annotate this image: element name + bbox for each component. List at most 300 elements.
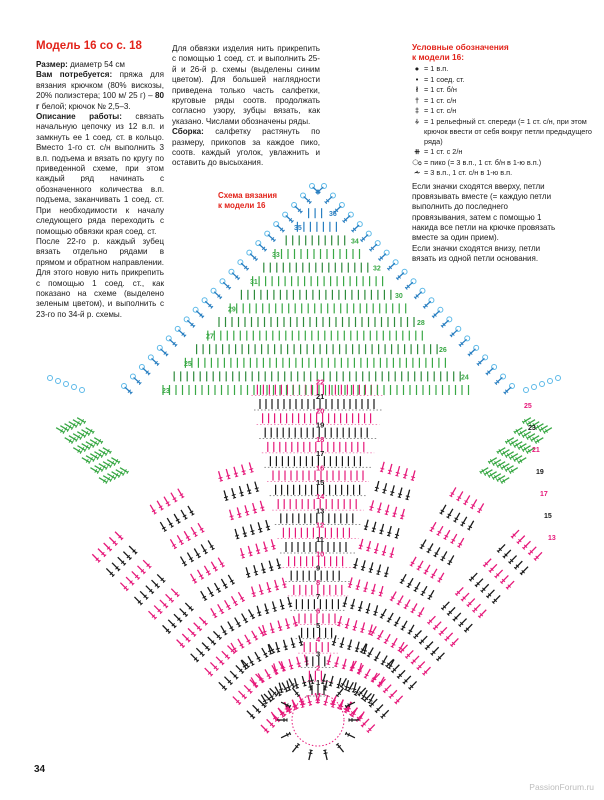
row-number: 25 [524, 403, 532, 410]
stitch-top [387, 535, 390, 536]
stitch-top [311, 683, 314, 684]
stitch-crossbar [364, 588, 368, 589]
stitch-mark [181, 557, 186, 566]
stitch-mark [395, 617, 400, 626]
stitch-crossbar [387, 532, 391, 533]
stitch-top [289, 732, 290, 735]
stitch-mark [226, 469, 229, 479]
single-crochet-icon: ł [415, 85, 419, 95]
picot-mark [540, 382, 545, 387]
stitch-crossbar [342, 665, 346, 666]
stitch-top [389, 557, 392, 558]
stitch-mark [56, 428, 64, 433]
stitch-mark [378, 630, 383, 639]
stitch-mark [112, 472, 120, 477]
stitch-mark [288, 597, 291, 607]
stitch-top [264, 634, 267, 635]
stitch-mark [181, 510, 186, 519]
stitch-mark [445, 530, 450, 539]
stitch-top [303, 685, 306, 686]
stitch-crossbar [345, 686, 349, 687]
double-crochet-icon: † [414, 95, 420, 105]
stitch-top [392, 516, 395, 517]
stitch-mark [355, 558, 358, 568]
slip-stitch-icon: • [415, 74, 419, 84]
stitch-top [220, 480, 223, 481]
stitch-top [241, 495, 244, 496]
stitch-mark [346, 733, 355, 737]
stitch-top [225, 500, 228, 501]
materials-amount: 80 г [36, 91, 165, 111]
stitch-mark [277, 559, 280, 569]
stitch-top [345, 732, 346, 735]
stitch-mark [330, 676, 333, 686]
row-number: 19 [536, 469, 544, 476]
stitch-mark [411, 557, 416, 566]
stitch-top [364, 529, 367, 530]
stitch-mark [448, 509, 453, 518]
stitch-mark [150, 505, 155, 514]
stitch-crossbar [254, 571, 258, 572]
stitch-mark [381, 462, 384, 472]
stitch-mark [271, 539, 274, 549]
stitch-mark [249, 462, 252, 472]
stitch-mark [256, 544, 259, 554]
stitch-mark [378, 565, 381, 575]
stitch-top [280, 692, 283, 693]
stitch-top [284, 587, 287, 588]
stitch-top [256, 491, 259, 492]
stitch-mark [107, 460, 115, 465]
stitch-mark [65, 438, 73, 443]
stitch-top [310, 750, 313, 751]
stitch-mark [472, 499, 477, 508]
row-number: 13 [316, 506, 325, 516]
stitch-mark [391, 547, 394, 557]
stitch-crossbar [219, 477, 223, 478]
row-number: 30 [395, 292, 403, 300]
stitch-mark [325, 750, 327, 760]
stitch-mark [384, 483, 387, 493]
stitch-mark [237, 507, 240, 517]
legend-title-line2: к модели 16: [412, 52, 464, 63]
stitch-top [344, 689, 347, 690]
stitch-mark [187, 553, 192, 562]
double-crochet-alt-icon: ‡ [414, 106, 420, 116]
row-number: 29 [228, 306, 236, 314]
stitch-mark [77, 432, 85, 437]
stitch-top [353, 629, 356, 630]
row-number: 3 [316, 649, 321, 659]
stitch-mark [241, 548, 244, 558]
stitch-crossbar [370, 507, 374, 508]
stitch-mark [82, 458, 90, 463]
stitch-crossbar [372, 528, 376, 529]
stitch-mark [215, 583, 220, 592]
stitch-mark [252, 631, 257, 640]
stitch-crossbar [322, 680, 326, 681]
row-number: 36 [329, 211, 337, 219]
stitch-top [277, 651, 280, 652]
stitch-top [296, 687, 299, 688]
stitch-crossbar [241, 554, 245, 555]
stitch-top [353, 567, 356, 568]
stitch-top [253, 596, 256, 597]
stitch-mark [367, 603, 370, 613]
legend-title-line1: Условные обозначения [412, 42, 509, 52]
stitch-mark [349, 640, 352, 650]
stitch-crossbar [329, 682, 333, 683]
stitch-mark [266, 520, 269, 530]
stitch-mark [289, 679, 294, 688]
stitch-top [300, 645, 303, 646]
stitch-mark [94, 452, 102, 457]
stitch-mark [422, 586, 427, 595]
stitch-mark [218, 604, 223, 613]
stitch-mark [370, 562, 373, 572]
stitch-mark [394, 507, 397, 517]
stitch-top [334, 666, 337, 667]
stitch-top [263, 572, 266, 573]
stitch-crossbar [324, 753, 328, 754]
stitch-mark [94, 438, 102, 443]
stitch-mark [188, 506, 193, 515]
stitch-mark [73, 448, 81, 453]
stitch-top [332, 644, 335, 645]
stitch-crossbar [257, 612, 261, 613]
stitch-mark [365, 582, 368, 592]
stitch-crossbar [286, 625, 290, 626]
stitch-crossbar [383, 489, 387, 490]
stitch-mark [402, 621, 407, 630]
stitch-crossbar [282, 584, 286, 585]
stitch-mark [375, 605, 378, 615]
stitch-mark [381, 609, 386, 618]
stitch-top [384, 576, 387, 577]
stitch-top [337, 687, 340, 688]
stitch-mark [389, 464, 392, 474]
stitch-crossbar [308, 753, 312, 754]
stitch-top [375, 490, 378, 491]
stitch-mark [232, 596, 237, 605]
stitch-top [238, 517, 241, 518]
stitch-mark [462, 517, 467, 526]
materials-rest: белой; крючок № 2,5–3. [41, 101, 131, 111]
stitch-crossbar [270, 629, 274, 630]
stitch-top [261, 594, 264, 595]
treble-crochet-icon: ⧺ [413, 147, 421, 157]
stitch-top [254, 512, 257, 513]
stitch-mark [469, 521, 474, 530]
stitch-mark [282, 683, 287, 692]
row-number: 21 [316, 392, 325, 401]
stitch-top [286, 711, 289, 712]
stitch-top [246, 514, 249, 515]
stitch-top [247, 577, 250, 578]
picot-mark [48, 376, 53, 381]
stitch-top [342, 668, 345, 669]
row-number: 28 [417, 320, 425, 327]
stitch-crossbar [262, 569, 266, 570]
row-number: 12 [316, 520, 325, 530]
row-number: 25 [184, 360, 192, 368]
stitch-crossbar [232, 494, 236, 495]
stitch-mark [325, 695, 328, 705]
stitch-mark [86, 456, 94, 461]
stitch-mark [373, 522, 376, 532]
stitch-mark [201, 591, 206, 600]
stitch-mark [383, 545, 386, 555]
stitch-mark [368, 648, 373, 657]
stitch-mark [69, 422, 77, 427]
stitch-crossbar [247, 490, 251, 491]
stitch-mark [262, 648, 267, 657]
stitch-mark [221, 626, 226, 635]
stitch-crossbar [288, 603, 292, 604]
stitch-mark [191, 527, 196, 536]
stitch-mark [264, 542, 267, 552]
stitch-mark [376, 543, 379, 553]
stitch-crossbar [374, 549, 378, 550]
stitch-crossbar [237, 514, 241, 515]
stitch-mark [238, 639, 243, 648]
stitch-mark [170, 539, 175, 548]
legend-text: = пико (= 3 в.п., 1 ст. б/н в 1-ю в.п.) [424, 157, 542, 167]
row-number: 19 [316, 420, 325, 430]
stitch-top [244, 536, 247, 537]
stitch-mark [389, 526, 392, 536]
stitch-crossbar [337, 684, 341, 685]
row-number: 18 [316, 434, 325, 444]
stitch-crossbar [246, 574, 250, 575]
stitch-mark [211, 608, 216, 617]
stitch-top [273, 548, 276, 549]
row-number: 10 [316, 549, 325, 559]
stitch-mark [228, 575, 233, 584]
materials-text: пряжа для вязания крючком (80% вискозы, 20% полиэстера; 100 м/ 25 г) – [36, 70, 164, 101]
stitch-mark [111, 458, 119, 463]
stitch-crossbar [382, 552, 386, 553]
stitch-mark [245, 635, 250, 644]
stitch-top [251, 472, 254, 473]
stitch-mark [357, 580, 360, 590]
stitch-mark [429, 590, 434, 599]
stitch-mark [397, 466, 400, 476]
row-number: 7 [316, 592, 321, 602]
stitch-top [373, 615, 376, 616]
note-base: Если значки сходятся внизу, петли вязать из одной петли основания. [412, 244, 541, 264]
stitch-mark [211, 562, 216, 571]
stitch-top [290, 668, 293, 669]
stitch-mark [265, 604, 268, 614]
stitch-crossbar [302, 682, 306, 683]
stitch-top [279, 630, 282, 631]
stitch-mark [260, 501, 263, 511]
stitch-crossbar [284, 646, 288, 647]
row-number: 32 [373, 265, 381, 273]
stitch-crossbar [259, 591, 263, 592]
stitch-mark [286, 618, 289, 628]
legend-text: = 1 в.п. [424, 64, 449, 73]
picot-icon: ಂ [412, 157, 422, 167]
stitch-mark [221, 579, 226, 588]
stitch-mark [360, 539, 363, 549]
stitch-top [295, 625, 298, 626]
stitch-mark [380, 586, 383, 596]
legend-text: = 1 соед. ст. [424, 74, 465, 84]
stitch-mark [341, 678, 346, 687]
stitch-mark [282, 578, 285, 588]
stitch-mark [259, 584, 262, 594]
stitch-mark [265, 669, 270, 678]
stitch-crossbar [361, 567, 365, 568]
stitch-mark [99, 464, 107, 469]
stitch-top [231, 519, 234, 520]
stitch-mark [228, 622, 233, 631]
stitch-crossbar [356, 586, 360, 587]
stitch-mark [245, 505, 248, 515]
stitch-top [289, 606, 292, 607]
stitch-mark [252, 587, 255, 597]
stitch-mark [381, 524, 384, 534]
stitch-mark [262, 563, 265, 573]
stitch-crossbar [278, 627, 282, 628]
stitch-crossbar [380, 530, 384, 531]
stitch-crossbar [340, 644, 344, 645]
watermark: PassionForum.ru [529, 782, 594, 792]
stitch-crossbar [379, 592, 383, 593]
stitch-crossbar [352, 689, 356, 690]
row-number: 16 [316, 463, 325, 473]
stitch-mark [254, 565, 257, 575]
stitch-top [380, 471, 383, 472]
stitch-mark [204, 566, 209, 575]
chain-stitch-icon: ● [414, 64, 420, 73]
stitch-crossbar [267, 588, 271, 589]
size-text: диаметр 54 см [70, 60, 125, 69]
stitch-crossbar [239, 492, 243, 493]
stitch-mark [258, 522, 261, 532]
stitch-crossbar [395, 534, 399, 535]
stitch-crossbar [335, 663, 339, 664]
row-number: 5 [316, 620, 321, 630]
stitch-mark [442, 551, 447, 560]
stitch-top [395, 537, 398, 538]
stitch-crossbar [260, 507, 264, 508]
stitch-top [301, 707, 304, 708]
stitch-top [400, 518, 403, 519]
stitch-mark [354, 620, 357, 630]
stitch-crossbar [268, 650, 272, 651]
stitch-crossbar [299, 642, 303, 643]
stitch-crossbar [297, 663, 301, 664]
stitch-top [361, 570, 364, 571]
stitch-mark [243, 527, 246, 537]
row-number: 27 [206, 333, 214, 341]
row-number: 8 [316, 577, 321, 587]
stitch-top [366, 550, 369, 551]
stitch-mark [253, 503, 256, 513]
stitch-mark [242, 614, 247, 623]
stitch-crossbar [310, 680, 314, 681]
stitch-top [379, 595, 382, 596]
stitch-mark [255, 652, 260, 661]
stitch-mark [368, 541, 371, 551]
stitch-crossbar [308, 701, 312, 702]
stitch-mark [60, 426, 68, 431]
row-number: 9 [316, 563, 321, 573]
stitch-mark [359, 601, 362, 611]
stitch-crossbar [230, 516, 234, 517]
stitch-mark [77, 418, 85, 423]
stitch-top [359, 548, 362, 549]
stitch-crossbar [358, 607, 362, 608]
stitch-crossbar [273, 608, 277, 609]
stitch-mark [164, 497, 169, 506]
stitch-crossbar [390, 492, 394, 493]
legend-text: = 1 рельефный ст. спереди (= 1 ст. с/н, при этом крючок ввести от себя вокруг петли предыдущего ряда) [424, 116, 592, 146]
stitch-mark [270, 623, 273, 633]
stitch-crossbar [234, 473, 238, 474]
stitch-mark [99, 478, 107, 483]
stitch-mark [449, 555, 454, 564]
note-together: Если значки сходятся вверху, петли провязывать вместе (= каждую петли выполнить до последнего провязывания, затем с помощью 1 накида все петли на крючке провязать вместе за один прием). [412, 182, 556, 243]
stitch-mark [232, 488, 235, 498]
picot-mark [524, 388, 529, 393]
stitch-top [348, 587, 351, 588]
stitch-crossbar [398, 494, 402, 495]
stitch-mark [346, 618, 349, 628]
stitch-top [403, 477, 406, 478]
stitch-mark [310, 674, 313, 684]
picot-mark [548, 379, 553, 384]
assembly-label: Сборка: [172, 127, 204, 137]
stitch-mark [86, 442, 94, 447]
stitch-crossbar [269, 567, 273, 568]
stitch-top [405, 499, 408, 500]
stitch-mark [309, 750, 311, 760]
stitch-top [372, 531, 375, 532]
stitch-mark [435, 547, 440, 556]
stitch-crossbar [332, 641, 336, 642]
stitch-crossbar [351, 605, 355, 606]
stitch-top [363, 591, 366, 592]
stitch-crossbar [256, 550, 260, 551]
stitch-mark [362, 622, 365, 632]
stitch-mark [230, 510, 233, 520]
stitch-mark [308, 695, 311, 705]
stitch-top [321, 683, 324, 684]
stitch-crossbar [406, 496, 410, 497]
stitch-mark [418, 561, 423, 570]
stitch-mark [373, 584, 376, 594]
stitch-mark [95, 466, 103, 471]
stitch-mark [344, 597, 347, 607]
stitch-crossbar [327, 661, 331, 662]
stitch-mark [86, 428, 94, 433]
stitch-mark [247, 484, 250, 494]
stitch-mark [379, 503, 382, 513]
stitch-mark [238, 592, 243, 601]
stitch-crossbar [253, 509, 257, 510]
stitch-mark [255, 482, 258, 492]
stitch-mark [177, 535, 182, 544]
picot-mark [72, 385, 77, 390]
stitch-mark [409, 625, 414, 634]
stitch-mark [291, 638, 294, 648]
stitch-crossbar [401, 515, 405, 516]
stitch-top [323, 704, 326, 705]
